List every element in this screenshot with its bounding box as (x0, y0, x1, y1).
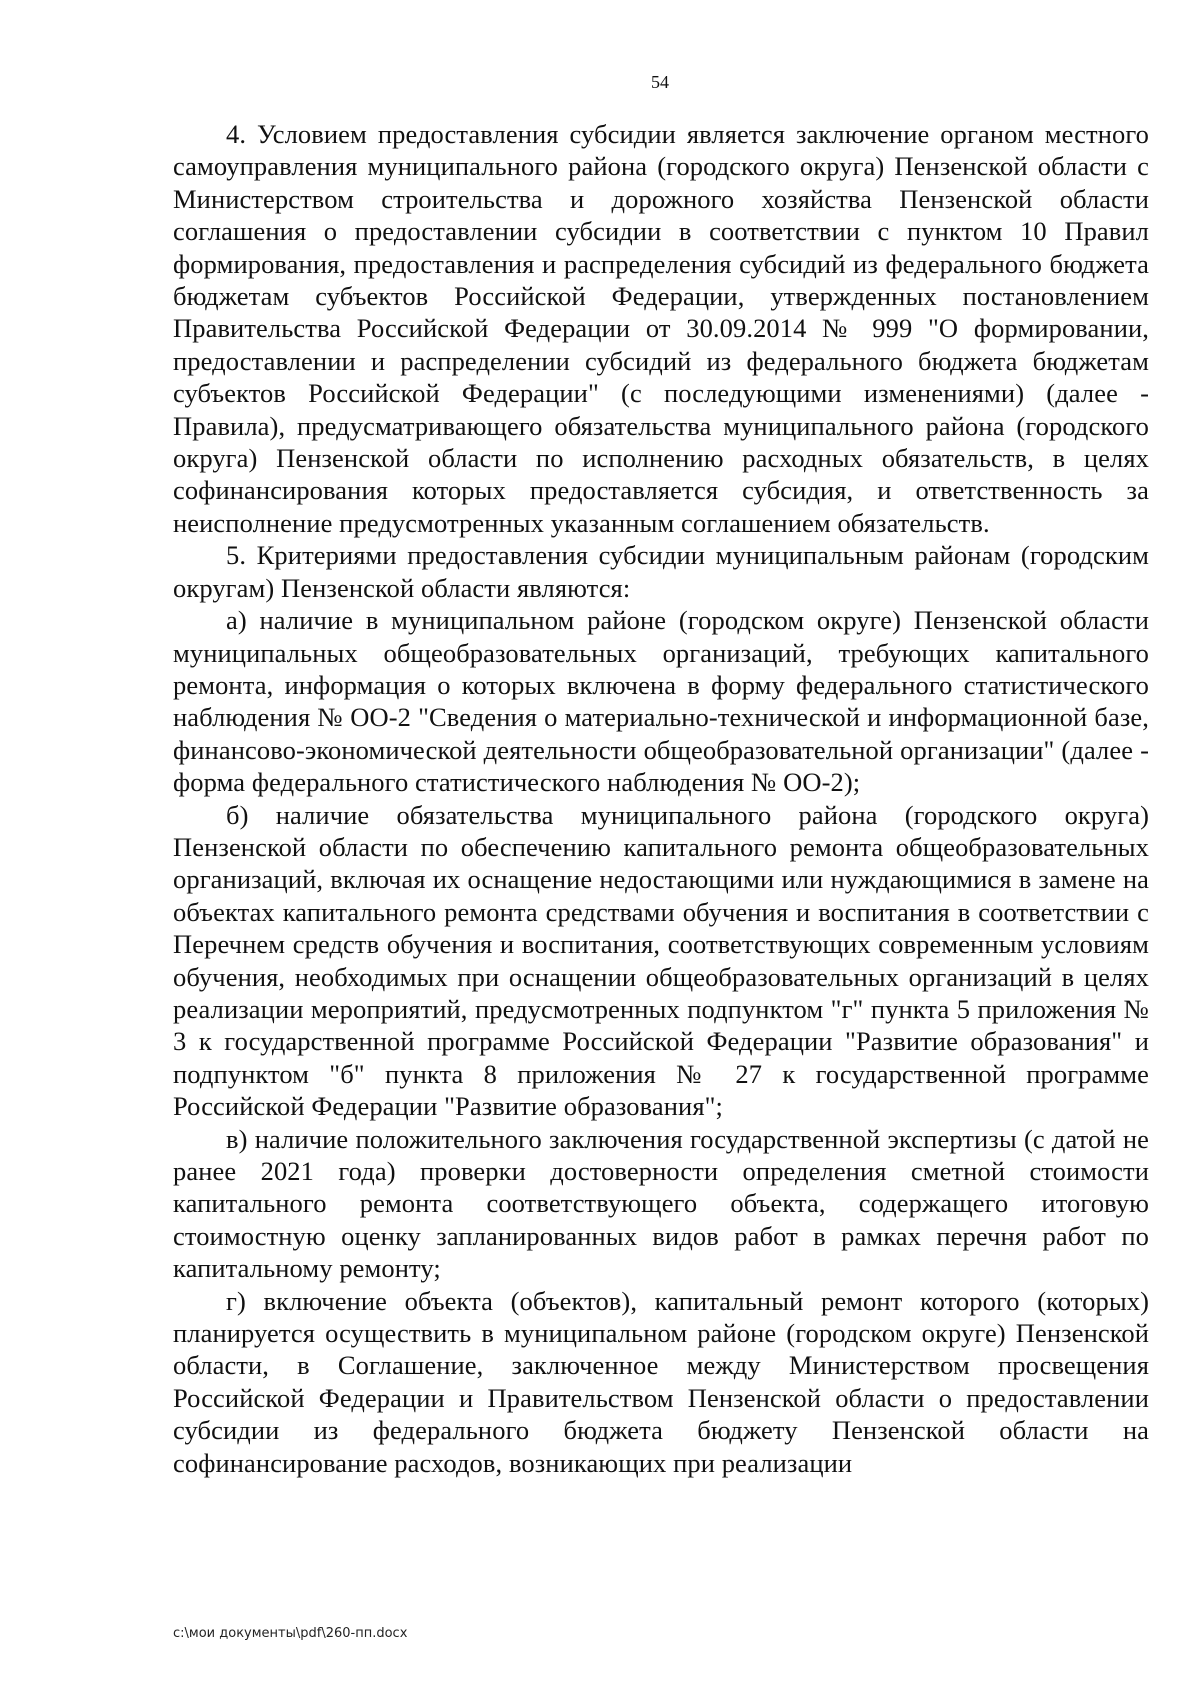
criterion-a: а) наличие в муниципальном районе (городском округе) Пензенской области муниципальных общеобразовательных организаций, требующих капитального ремонта, информация о которых включена в форму федерального статистического наблюдения № ОО-2 "Сведения о материально-технической и информационной базе, финансово-экономической деятельности общеобразовательной организации" (далее - форма федерального статистического наблюдения № ОО-2); (173, 605, 1149, 798)
criterion-b: б) наличие обязательства муниципального района (городского округа) Пензенской области по обеспечению капитального ремонта общеобразовательных организаций, включая их оснащение недостающими или нуждающимися в замене на объектах капитального ремонта средствами обучения и воспитания в соответствии с Перечнем средств обучения и воспитания, соответствующих современным условиям обучения, необходимых при оснащении общеобразовательных организаций в целях реализации мероприятий, предусмотренных подпунктом "г" пункта 5 приложения № 3 к государственной программе Российской Федерации "Развитие образования" и подпунктом "б" пункта 8 приложения № 27 к государственной программе Российской Федерации "Развитие образования"; (173, 799, 1149, 1122)
paragraph-4-conditions: 4. Условием предоставления субсидии является заключение органом местного самоуправления муниципального района (городского округа) Пензенской области с Министерством строительства и дорожного хозяйства Пензенской области соглашения о предоставлении субсидии в соответствии с пунктом 10 Правил формирования, предоставления и распределения субсидий из федерального бюджета бюджетам субъектов Российской Федерации, утвержденных постановлением Правительства Российской Федерации от 30.09.2014 № 999 "О формировании, предоставлении и распределении субсидий из федерального бюджета бюджетам субъектов Российской Федерации" (с последующими изменениями) (далее - Правила), предусматривающего обязательства муниципального района (городского округа) Пензенской области по исполнению расходных обязательств, в целях софинансирования которых предоставляется субсидия, и ответственность за неисполнение предусмотренных указанным соглашением обязательств. (173, 119, 1149, 538)
page-number: 54 (651, 72, 669, 92)
footer-file-path: c:\мои документы\pdf\260-пп.docx (173, 1626, 408, 1641)
document-body (173, 118, 1149, 1479)
paragraph-5-criteria: 5. Критериями предоставления субсидии муниципальным районам (городским округам) Пензенской области являются: (173, 540, 1149, 603)
criterion-v: в) наличие положительного заключения государственной экспертизы (с датой не ранее 2021 года) проверки достоверности определения сметной стоимости капитального ремонта соответствующего объекта, содержащего итоговую стоимостную оценку запланированных видов работ в рамках перечня работ по капитальному ремонту; (173, 1123, 1149, 1284)
criterion-g: г) включение объекта (объектов), капитальный ремонт которого (которых) планируется осуществить в муниципальном районе (городском округе) Пензенской области, в Соглашение, заключенное между Министерством просвещения Российской Федерации и Правительством Пензенской области о предоставлении субсидии из федерального бюджета бюджету Пензенской области на софинансирование расходов, возникающих при реализации (173, 1285, 1149, 1478)
